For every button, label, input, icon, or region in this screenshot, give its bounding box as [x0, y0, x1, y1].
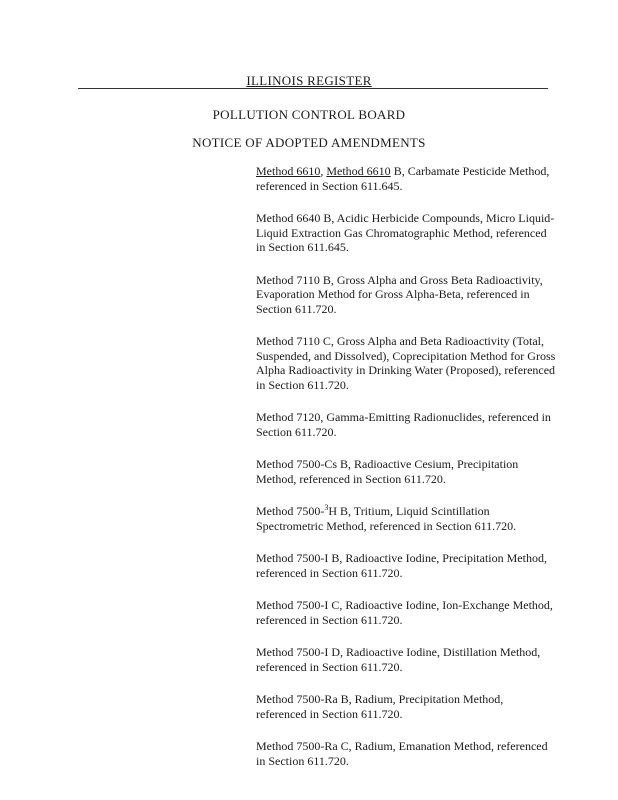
method-entry: Method 7500-Ra C, Radium, Emanation Method, referenced in Section 611.720. [256, 739, 548, 768]
method-entry: Method 6640 B, Acidic Herbicide Compounds, Micro Liquid-Liquid Extraction Gas Chromatographic Method, referenced in Section 611.645. [256, 211, 555, 254]
method-entry: Method 7110 C, Gross Alpha and Beta Radioactivity (Total, Suspended, and Dissolved), Coprecipitation Method for Gross Alpha Radioactivity in Drinking Water (Proposed), referenced in Section 611.720. [256, 334, 556, 392]
separator: , [320, 164, 327, 178]
method-entry [256, 164, 556, 193]
entry-text: H B, Tritium, Liquid Scintillation Spectrometric Method, referenced in Section 611.720. [256, 504, 517, 533]
notice-heading: NOTICE OF ADOPTED AMENDMENTS [192, 135, 426, 150]
method-entry: Method 7120, Gamma-Emitting Radionuclides, referenced in Section 611.720. [256, 410, 551, 439]
method-entry: Method 7500-Cs B, Radioactive Cesium, Precipitation Method, referenced in Section 611.720. [256, 457, 519, 486]
method-entry [256, 504, 556, 533]
method-entry: Method 7500-Ra B, Radium, Precipitation Method, referenced in Section 611.720. [256, 692, 504, 721]
agency-heading: POLLUTION CONTROL BOARD [212, 107, 406, 122]
method-entry: Method 7500-I B, Radioactive Iodine, Precipitation Method, referenced in Section 611.720. [256, 551, 547, 580]
method-link-underlined: Method 6610 [326, 164, 391, 178]
method-entry: Method 7110 B, Gross Alpha and Gross Beta Radioactivity, Evaporation Method for Gross Alpha-Beta, referenced in Section 611.720. [256, 272, 543, 316]
superscript: 3 [324, 503, 329, 512]
method-entry: Method 7500-I D, Radioactive Iodine, Distillation Method, referenced in Section 611.720. [256, 645, 541, 674]
method-list [256, 164, 556, 786]
method-link-underlined: Method 6610 [256, 164, 321, 178]
entry-text: Method 7500- [256, 504, 325, 518]
register-title [0, 73, 618, 89]
entry-text: B, Carbamate Pesticide Method, referenced in Section 611.645. [256, 164, 550, 193]
method-entry: Method 7500-I C, Radioactive Iodine, Ion-Exchange Method, referenced in Section 611.720. [256, 598, 553, 627]
register-title-text: ILLINOIS REGISTER [242, 73, 375, 88]
